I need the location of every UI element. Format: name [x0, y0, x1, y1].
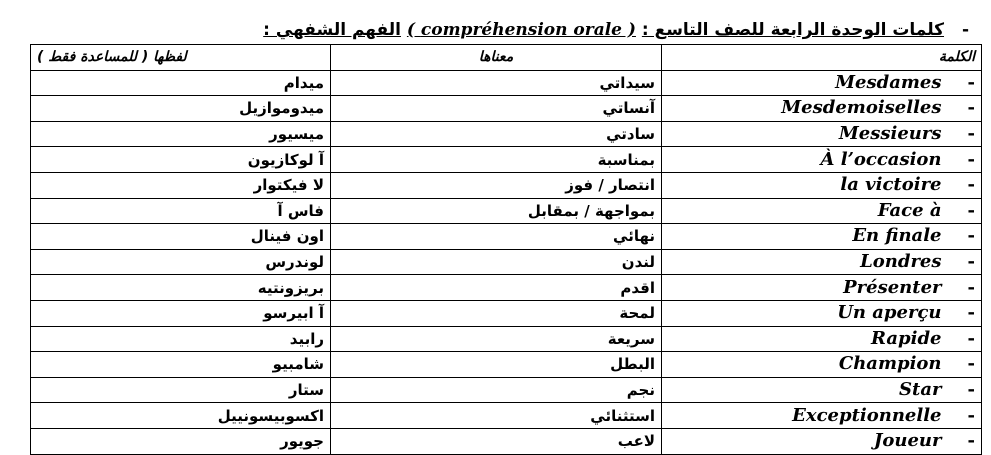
cell-pronunciation: ميسيور: [31, 121, 331, 147]
table-row: [31, 377, 982, 403]
word-text: Face à: [877, 199, 942, 221]
cell-pronunciation: شامبيو: [31, 352, 331, 378]
cell-word: [662, 300, 982, 326]
table-row: [31, 275, 982, 301]
table-row: [31, 428, 982, 454]
cell-pronunciation: فاس آ: [31, 198, 331, 224]
row-marker: -: [967, 251, 975, 273]
table-row: [31, 121, 982, 147]
cell-pronunciation: ميدوموازيل: [31, 96, 331, 122]
cell-word: [662, 326, 982, 352]
cell-pronunciation: اون فينال: [31, 224, 331, 250]
heading-title-ar2: الفهم الشفهي :: [263, 20, 401, 40]
row-marker: -: [967, 174, 975, 196]
header-meaning: معناها: [331, 45, 662, 71]
word-text: Londres: [860, 251, 942, 273]
heading-title-ar: كلمات الوحدة الرابعة للصف التاسع :: [641, 20, 945, 40]
cell-meaning: آنساتي: [331, 96, 662, 122]
cell-pronunciation: لا فيكتوار: [31, 172, 331, 198]
cell-meaning: لاعب: [331, 428, 662, 454]
cell-pronunciation: آ لوكازيون: [31, 147, 331, 173]
cell-meaning: سادتي: [331, 121, 662, 147]
word-text: Mesdemoiselles: [781, 97, 942, 119]
row-marker: -: [967, 379, 975, 401]
word-text: Un aperçu: [837, 302, 942, 324]
row-marker: -: [967, 302, 975, 324]
table-row: [31, 172, 982, 198]
cell-meaning: سيداتي: [331, 70, 662, 96]
table-row: [31, 249, 982, 275]
row-marker: -: [967, 404, 975, 426]
word-text: Rapide: [871, 327, 942, 349]
cell-pronunciation: ستار: [31, 377, 331, 403]
cell-meaning: لندن: [331, 249, 662, 275]
word-text: Joueur: [873, 430, 942, 452]
cell-word: [662, 249, 982, 275]
word-text: Mesdames: [835, 71, 942, 93]
table-row: [31, 224, 982, 250]
row-marker: -: [967, 353, 975, 375]
cell-pronunciation: بريزونتيه: [31, 275, 331, 301]
cell-word: [662, 147, 982, 173]
row-marker: -: [967, 123, 975, 145]
row-marker: -: [967, 199, 975, 221]
cell-meaning: لمحة: [331, 300, 662, 326]
heading-title-fr: ( compréhension orale ): [406, 20, 636, 40]
cell-meaning: نجم: [331, 377, 662, 403]
table-row: [31, 352, 982, 378]
word-text: Exceptionnelle: [792, 404, 942, 426]
cell-meaning: انتصار / فوز: [331, 172, 662, 198]
table-row: [31, 96, 982, 122]
row-marker: -: [967, 276, 975, 298]
heading-dash: -: [961, 20, 969, 40]
table-row: [31, 300, 982, 326]
row-marker: -: [967, 327, 975, 349]
cell-meaning: بمناسبة: [331, 147, 662, 173]
page-heading: [263, 20, 969, 44]
cell-pronunciation: آ ابيرسو: [31, 300, 331, 326]
word-text: Présenter: [843, 276, 942, 298]
table-row: [31, 326, 982, 352]
cell-meaning: نهائي: [331, 224, 662, 250]
cell-meaning: بمواجهة / بمقابل: [331, 198, 662, 224]
cell-meaning: استثنائي: [331, 403, 662, 429]
word-text: Messieurs: [838, 123, 942, 145]
word-text: Champion: [838, 353, 942, 375]
table-row: [31, 403, 982, 429]
word-text: À l’occasion: [820, 148, 942, 170]
header-pronunciation: لفظها ( للمساعدة فقط ): [31, 45, 331, 71]
row-marker: -: [967, 97, 975, 119]
word-text: En finale: [852, 225, 942, 247]
cell-word: [662, 352, 982, 378]
cell-pronunciation: اكسوبيسونييل: [31, 403, 331, 429]
cell-word: [662, 96, 982, 122]
cell-word: [662, 275, 982, 301]
cell-pronunciation: رابيد: [31, 326, 331, 352]
table-body: [31, 70, 982, 454]
cell-meaning: سريعة: [331, 326, 662, 352]
table-row: [31, 198, 982, 224]
word-text: Star: [899, 379, 942, 401]
header-word: الكلمة: [662, 45, 982, 71]
cell-word: [662, 172, 982, 198]
cell-word: [662, 377, 982, 403]
cell-word: [662, 70, 982, 96]
table-row: [31, 70, 982, 96]
cell-pronunciation: لوندرس: [31, 249, 331, 275]
cell-word: [662, 428, 982, 454]
cell-meaning: البطل: [331, 352, 662, 378]
row-marker: -: [967, 225, 975, 247]
cell-pronunciation: جويور: [31, 428, 331, 454]
row-marker: -: [967, 71, 975, 93]
table-header-row: [31, 45, 982, 71]
vocabulary-table: [30, 44, 982, 455]
row-marker: -: [967, 148, 975, 170]
cell-word: [662, 198, 982, 224]
cell-word: [662, 121, 982, 147]
row-marker: -: [967, 430, 975, 452]
cell-word: [662, 224, 982, 250]
table-row: [31, 147, 982, 173]
cell-meaning: اقدم: [331, 275, 662, 301]
word-text: la victoire: [840, 174, 942, 196]
cell-word: [662, 403, 982, 429]
cell-pronunciation: ميدام: [31, 70, 331, 96]
